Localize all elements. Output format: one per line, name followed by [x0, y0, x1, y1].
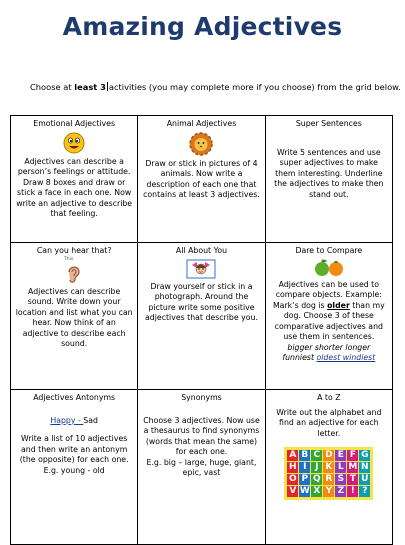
- cell-heading: All About You: [175, 246, 228, 255]
- ear-icon: [65, 264, 83, 284]
- antonym-example: [14, 416, 134, 427]
- cell-heading: Adjectives Antonyms: [33, 393, 116, 402]
- alphabet-block: K: [323, 462, 334, 473]
- alphabet-block: C: [311, 450, 322, 461]
- comparative-words-line-1: bigger shorter longer: [287, 342, 371, 352]
- cell-text: Adjectives can describe a person’s feelings or attitude. Draw 8 boxes and draw or stick a face in each one. Now write an adjective to describe that feeling.: [16, 156, 133, 218]
- example-happy: Happy -: [50, 415, 84, 425]
- alphabet-block: A: [287, 450, 298, 461]
- alphabet-block: P: [299, 474, 310, 485]
- intro-text: [30, 82, 401, 92]
- alphabet-block: ?: [359, 486, 370, 497]
- alphabet-block: T: [347, 474, 358, 485]
- alphabet-block: D: [325, 450, 333, 460]
- alphabet-block: G: [361, 450, 369, 460]
- cell-text: Draw yourself or stick in a photograph. Around the picture write some positive adjectives that describe you.: [145, 281, 258, 322]
- cell-text: Write a list of 10 adjectives and then write an antonym (the opposite) for each one.: [19, 434, 129, 464]
- compare-older: older: [327, 300, 350, 310]
- cell-heading: A to Z: [317, 393, 341, 402]
- cell-adjectives-antonyms: [11, 390, 138, 545]
- alphabet-block: E: [335, 450, 346, 461]
- cell-example: E.g. big – large, huge, giant, epic, vast: [146, 457, 257, 477]
- cell-example: E.g. young - old: [43, 465, 105, 475]
- alphabet-block: X: [311, 486, 322, 497]
- page-title: Amazing Adjectives: [62, 12, 343, 41]
- compare-text-a: Adjectives can be used to compare objects. Example: Mark’s dog is: [272, 279, 382, 310]
- alphabet-block: Q: [313, 474, 321, 484]
- cell-heading: Super Sentences: [295, 119, 362, 128]
- alphabet-block: O: [289, 474, 297, 484]
- cell-text: Adjectives can describe sound. Write down your location and list what you can hear. Now think of an adjective to describe each sound.: [15, 286, 133, 348]
- alphabet-blocks-icon: [284, 447, 373, 500]
- alphabet-block: U: [361, 474, 369, 484]
- cell-heading: Animal Adjectives: [166, 119, 237, 128]
- alphabet-block: M: [348, 462, 358, 472]
- alphabet-block: H: [289, 462, 297, 472]
- cell-text: [269, 280, 389, 364]
- word-funniest: funniest: [282, 353, 317, 362]
- cell-heading: Dare to Compare: [295, 246, 363, 255]
- activity-grid: [10, 115, 393, 545]
- intro-suffix: activities (you may complete more if you choose) from the grid below.: [108, 82, 401, 92]
- cell-can-you-hear-that: [11, 243, 138, 390]
- cell-synonyms: [138, 390, 265, 545]
- cell-text: Write 5 sentences and use super adjectives to make them interesting. Underline the adjectives to make then stand out.: [274, 147, 384, 199]
- cell-all-about-you: [138, 243, 265, 390]
- cell-text: Choose 3 adjectives. Now use a thesaurus to find synonyms (words that mean the same) for each one.: [143, 415, 260, 456]
- icon-caption: This: [64, 256, 74, 262]
- alphabet-block: V: [287, 486, 298, 497]
- alphabet-block: !: [347, 486, 358, 497]
- alphabet-block: B: [299, 450, 310, 461]
- intro-prefix: Choose at: [30, 82, 75, 92]
- cell-super-sentences: [265, 116, 392, 243]
- cell-heading: Can you hear that?: [36, 246, 112, 255]
- cell-a-to-z: [265, 390, 392, 545]
- alphabet-block: I: [299, 462, 310, 473]
- lion-icon: [189, 132, 213, 156]
- comparative-words-line-2: [269, 353, 389, 364]
- cell-emotional-adjectives: [11, 116, 138, 243]
- alphabet-block: N: [361, 462, 369, 472]
- alphabet-block: L: [335, 462, 346, 473]
- alphabet-block: J: [311, 462, 322, 473]
- alphabet-block: Y: [323, 486, 334, 497]
- example-sad: Sad: [83, 415, 98, 425]
- cell-text: Write out the alphabet and find an adjective for each letter.: [276, 407, 382, 438]
- smiley-face-icon: [63, 132, 85, 154]
- intro-bold: least 3: [74, 82, 106, 92]
- cell-heading: Synonyms: [181, 393, 222, 402]
- alphabet-block: S: [335, 474, 346, 485]
- alphabet-block: F: [347, 450, 358, 461]
- alphabet-block: Z: [335, 486, 346, 497]
- cell-animal-adjectives: [138, 116, 265, 243]
- compare-text-b: than my dog. Choose 3 of these comparative adjectives and use them in sentences.: [274, 300, 385, 341]
- apple-orange-icon: [312, 259, 346, 277]
- alphabet-block: R: [323, 474, 334, 485]
- word-oldest-windiest: oldest windiest: [316, 353, 376, 362]
- cell-text: Draw or stick in pictures of 4 animals. Now write a description of each one that contains at least 3 adjectives.: [143, 158, 260, 199]
- child-portrait-icon: [186, 259, 216, 279]
- alphabet-block: W: [299, 486, 310, 496]
- cell-dare-to-compare: [265, 243, 392, 390]
- text-cursor: [107, 82, 108, 91]
- cell-heading: Emotional Adjectives: [33, 119, 116, 128]
